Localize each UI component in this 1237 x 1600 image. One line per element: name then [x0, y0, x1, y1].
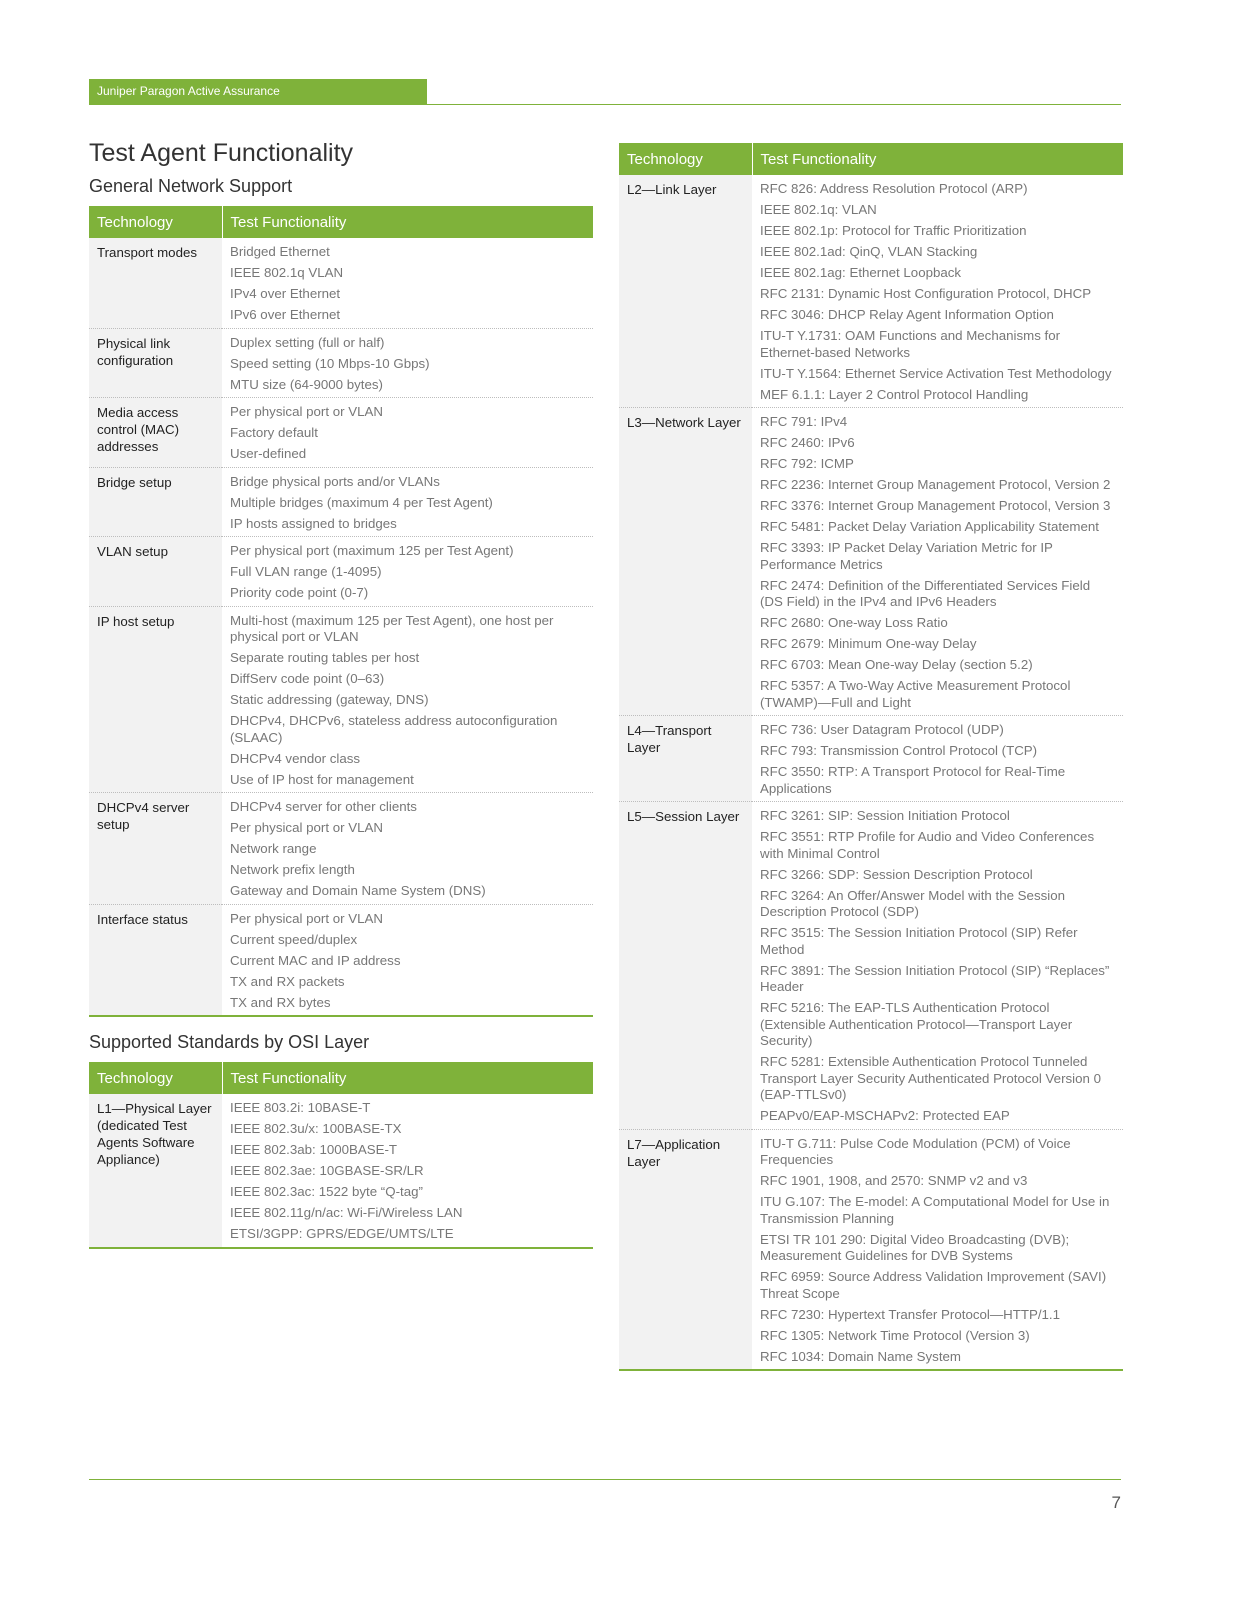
functionality-item: RFC 3551: RTP Profile for Audio and Video Conferences with Minimal Control — [760, 829, 1095, 861]
functionality-item: RFC 826: Address Resolution Protocol (ARP) — [760, 181, 1028, 196]
functionality-item: RFC 2679: Minimum One-way Delay — [760, 636, 977, 651]
right-column — [619, 143, 1123, 1371]
functionality-cell — [222, 328, 593, 398]
functionality-item: IEEE 802.3ab: 1000BASE-T — [230, 1142, 398, 1157]
functionality-item: RFC 2131: Dynamic Host Configuration Protocol, DHCP — [760, 286, 1092, 301]
functionality-item: Network prefix length — [230, 862, 355, 877]
functionality-cell — [752, 802, 1123, 1130]
functionality-item: Duplex setting (full or half) — [230, 334, 385, 350]
technology-cell: L4—Transport Layer — [619, 716, 752, 802]
functionality-cell — [222, 398, 593, 468]
functionality-cell — [752, 1129, 1123, 1370]
functionality-item: IEEE 802.3u/x: 100BASE-TX — [230, 1121, 402, 1136]
functionality-item: Separate routing tables per host — [230, 650, 420, 665]
table-row — [89, 398, 593, 468]
technology-cell: L2—Link Layer — [619, 175, 752, 408]
functionality-item: RFC 2680: One-way Loss Ratio — [760, 615, 948, 630]
functionality-item: Per physical port (maximum 125 per Test Agent) — [230, 543, 514, 558]
osi-layer-table — [89, 1062, 593, 1249]
functionality-item: RFC 3515: The Session Initiation Protocol (SIP) Refer Method — [760, 925, 1078, 957]
functionality-item: PEAPv0/EAP-MSCHAPv2: Protected EAP — [760, 1108, 1010, 1123]
functionality-item: Gateway and Domain Name System (DNS) — [230, 883, 486, 898]
table-row — [89, 328, 593, 398]
functionality-cell — [222, 537, 593, 607]
functionality-cell — [752, 716, 1123, 802]
table-row — [89, 1094, 593, 1248]
functionality-cell — [222, 467, 593, 537]
functionality-cell — [752, 175, 1123, 408]
header-rule — [89, 104, 1121, 105]
functionality-item: Factory default — [230, 425, 318, 440]
column-header-technology: Technology — [89, 206, 222, 238]
functionality-item: IEEE 802.1ag: Ethernet Loopback — [760, 265, 962, 280]
technology-cell: VLAN setup — [89, 537, 222, 607]
functionality-item: RFC 2460: IPv6 — [760, 435, 855, 450]
functionality-item: RFC 3261: SIP: Session Initiation Protocol — [760, 808, 1010, 823]
technology-cell: L3—Network Layer — [619, 408, 752, 716]
functionality-item: User-defined — [230, 446, 307, 461]
technology-cell: L7—Application Layer — [619, 1129, 752, 1370]
functionality-item: IP hosts assigned to bridges — [230, 515, 397, 531]
functionality-item: RFC 6703: Mean One-way Delay (section 5.2) — [760, 657, 1033, 672]
functionality-item: DHCPv4 vendor class — [230, 750, 361, 766]
functionality-item: RFC 5481: Packet Delay Variation Applicability Statement — [760, 519, 1099, 534]
column-header-test-functionality: Test Functionality — [222, 206, 593, 238]
table-row — [619, 408, 1123, 716]
functionality-item: DiffServ code point (0–63) — [230, 671, 385, 686]
functionality-item: Current speed/duplex — [230, 931, 358, 947]
functionality-item: Current MAC and IP address — [230, 952, 401, 968]
column-header-test-functionality: Test Functionality — [222, 1062, 593, 1094]
functionality-item: ETSI TR 101 290: Digital Video Broadcasting (DVB); Measurement Guidelines for DVB Systems — [760, 1231, 1070, 1263]
functionality-item: IEEE 802.1q VLAN — [230, 265, 344, 280]
footer-rule — [89, 1479, 1121, 1480]
functionality-item: RFC 3550: RTP: A Transport Protocol for Real-Time Applications — [760, 764, 1066, 796]
technology-cell: Transport modes — [89, 238, 222, 328]
functionality-item: RFC 3264: An Offer/Answer Model with the Session Description Protocol (SDP) — [760, 887, 1065, 919]
functionality-item: RFC 793: Transmission Control Protocol (TCP) — [760, 743, 1038, 758]
table-header-row — [89, 206, 593, 238]
table-row — [619, 802, 1123, 1130]
functionality-cell — [222, 238, 593, 328]
functionality-item: Per physical port or VLAN — [230, 910, 383, 926]
technology-cell: Interface status — [89, 904, 222, 1016]
table-row — [619, 1129, 1123, 1370]
technology-cell: Media access control (MAC) addresses — [89, 398, 222, 468]
functionality-item: IEEE 802.3ae: 10GBASE-SR/LR — [230, 1163, 424, 1178]
column-header-technology: Technology — [89, 1062, 222, 1094]
technology-cell: Physical link configuration — [89, 328, 222, 398]
functionality-item: Bridged Ethernet — [230, 244, 330, 259]
functionality-item: ITU-T G.711: Pulse Code Modulation (PCM) of Voice Frequencies — [760, 1135, 1071, 1167]
functionality-item: IEEE 802.1q: VLAN — [760, 202, 877, 217]
functionality-cell — [752, 408, 1123, 716]
functionality-item: MTU size (64-9000 bytes) — [230, 376, 383, 392]
functionality-item: RFC 3376: Internet Group Management Protocol, Version 3 — [760, 498, 1111, 513]
general-section-title: General Network Support — [89, 176, 293, 196]
table-row — [89, 467, 593, 537]
functionality-item: RFC 736: User Datagram Protocol (UDP) — [760, 722, 1004, 737]
functionality-item: RFC 2474: Definition of the Differentiated Services Field (DS Field) in the IPv4 and IPv6 Headers — [760, 577, 1091, 609]
functionality-item: IEEE 802.1ad: QinQ, VLAN Stacking — [760, 244, 978, 259]
functionality-item: DHCPv4 server for other clients — [230, 799, 417, 814]
functionality-item: RFC 5357: A Two-Way Active Measurement Protocol (TWAMP)—Full and Light — [760, 678, 1071, 710]
table-row — [619, 175, 1123, 408]
functionality-item: RFC 6959: Source Address Validation Improvement (SAVI) Threat Scope — [760, 1269, 1107, 1301]
column-header-technology: Technology — [619, 143, 752, 175]
functionality-item: RFC 3891: The Session Initiation Protocol (SIP) “Replaces” Header — [760, 962, 1110, 994]
technology-cell: Bridge setup — [89, 467, 222, 537]
functionality-item: Use of IP host for management — [230, 771, 414, 787]
functionality-item: Speed setting (10 Mbps-10 Gbps) — [230, 355, 430, 371]
functionality-item: RFC 3266: SDP: Session Description Protocol — [760, 866, 1033, 882]
functionality-item: IPv4 over Ethernet — [230, 286, 341, 301]
functionality-cell — [222, 1094, 593, 1248]
functionality-item: RFC 1305: Network Time Protocol (Version 3) — [760, 1327, 1030, 1343]
table-row — [619, 716, 1123, 802]
functionality-item: RFC 791: IPv4 — [760, 414, 848, 429]
functionality-item: IEEE 802.11g/n/ac: Wi-Fi/Wireless LAN — [230, 1205, 463, 1220]
functionality-item: Full VLAN range (1-4095) — [230, 564, 382, 579]
functionality-item: Per physical port or VLAN — [230, 404, 383, 419]
functionality-item: MEF 6.1.1: Layer 2 Control Protocol Handling — [760, 386, 1029, 402]
functionality-item: RFC 1901, 1908, and 2570: SNMP v2 and v3 — [760, 1173, 1028, 1188]
functionality-item: ITU-T Y.1731: OAM Functions and Mechanisms for Ethernet-based Networks — [760, 328, 1061, 360]
technology-cell: DHCPv4 server setup — [89, 793, 222, 905]
osi-section-title: Supported Standards by OSI Layer — [89, 1032, 370, 1052]
header-brand-label: Juniper Paragon Active Assurance — [97, 84, 280, 98]
functionality-item: IEEE 803.2i: 10BASE-T — [230, 1100, 371, 1115]
osi-right-table-body — [619, 175, 1123, 1370]
technology-cell: L1—Physical Layer (dedicated Test Agents Software Appliance) — [89, 1094, 222, 1248]
functionality-item: RFC 792: ICMP — [760, 456, 854, 471]
functionality-item: ETSI/3GPP: GPRS/EDGE/UMTS/LTE — [230, 1226, 454, 1241]
functionality-item: Bridge physical ports and/or VLANs — [230, 473, 440, 489]
osi-table-body — [89, 1094, 593, 1248]
table-header-row — [89, 1062, 593, 1094]
page-number: 7 — [1111, 1493, 1121, 1512]
osi-layer-table-continued — [619, 143, 1123, 1371]
functionality-cell — [222, 793, 593, 905]
functionality-item: TX and RX packets — [230, 973, 345, 989]
functionality-item: RFC 3046: DHCP Relay Agent Information Option — [760, 307, 1054, 322]
functionality-item: Multi-host (maximum 125 per Test Agent), one host per physical port or VLAN — [230, 612, 554, 644]
functionality-item: Per physical port or VLAN — [230, 820, 383, 835]
column-header-test-functionality: Test Functionality — [752, 143, 1123, 175]
technology-cell: L5—Session Layer — [619, 802, 752, 1130]
functionality-item: DHCPv4, DHCPv6, stateless address autoconfiguration (SLAAC) — [230, 713, 558, 745]
header-brand-band — [89, 79, 427, 104]
functionality-item: ITU-T Y.1564: Ethernet Service Activation Test Methodology — [760, 365, 1112, 381]
general-table-body — [89, 238, 593, 1016]
table-row — [89, 238, 593, 328]
functionality-item: RFC 5281: Extensible Authentication Protocol Tunneled Transport Layer Security Authenticated Protocol Version 0 (EAP-TTLSv0) — [760, 1054, 1101, 1102]
functionality-cell — [222, 904, 593, 1016]
table-row — [89, 793, 593, 905]
page-title: Test Agent Functionality — [89, 139, 354, 167]
table-row — [89, 537, 593, 607]
functionality-item: RFC 2236: Internet Group Management Protocol, Version 2 — [760, 477, 1111, 492]
technology-cell: IP host setup — [89, 606, 222, 793]
left-column — [89, 138, 593, 1249]
functionality-item: RFC 7230: Hypertext Transfer Protocol—HTTP/1.1 — [760, 1306, 1061, 1322]
table-row — [89, 606, 593, 793]
functionality-item: RFC 5216: The EAP-TLS Authentication Protocol (Extensible Authentication Protocol—Transport Layer Security) — [760, 1000, 1073, 1048]
functionality-item: ITU G.107: The E-model: A Computational Model for Use in Transmission Planning — [760, 1194, 1110, 1226]
table-row — [89, 904, 593, 1016]
functionality-item: RFC 1034: Domain Name System — [760, 1348, 961, 1364]
table-header-row — [619, 143, 1123, 175]
general-network-table — [89, 206, 593, 1017]
functionality-item: IEEE 802.1p: Protocol for Traffic Prioritization — [760, 223, 1027, 238]
functionality-item: Network range — [230, 841, 317, 856]
functionality-item: Static addressing (gateway, DNS) — [230, 692, 429, 707]
functionality-item: IPv6 over Ethernet — [230, 307, 341, 322]
functionality-item: Priority code point (0-7) — [230, 585, 369, 600]
functionality-item: RFC 3393: IP Packet Delay Variation Metric for IP Performance Metrics — [760, 540, 1053, 572]
functionality-cell — [222, 606, 593, 793]
functionality-item: Multiple bridges (maximum 4 per Test Agent) — [230, 494, 493, 510]
functionality-item: IEEE 802.3ac: 1522 byte “Q-tag” — [230, 1184, 423, 1199]
functionality-item: TX and RX bytes — [230, 994, 331, 1010]
